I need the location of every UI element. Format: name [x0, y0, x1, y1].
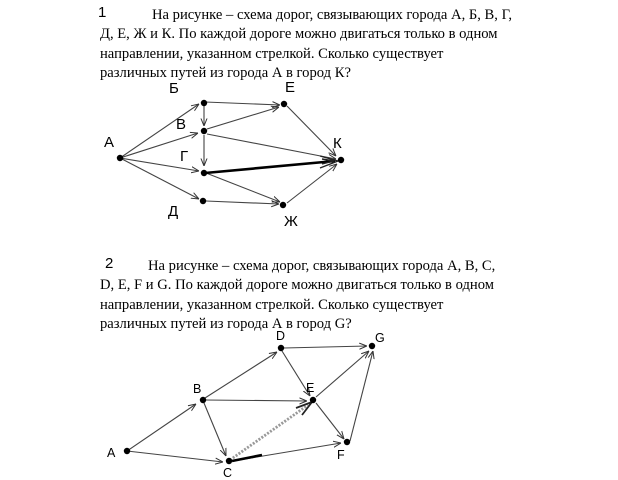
problem-line: направлении, указанном стрелкой. Сколько существует: [100, 45, 444, 62]
node-dot: [124, 448, 130, 454]
road-edge: [316, 351, 369, 397]
node-label-c: C: [223, 466, 233, 480]
node-label-g: G: [375, 331, 385, 345]
road-edge: [206, 173, 280, 202]
problem-number: 1: [98, 4, 107, 21]
road-edge: [205, 102, 280, 105]
node-label-zh: Ж: [284, 213, 298, 230]
node-label-a: А: [104, 134, 115, 151]
problem-line: На рисунке – схема дорог, связывающих города A, B, C,: [148, 258, 496, 274]
shaded-arrowhead: [296, 402, 312, 415]
node-dot: [117, 155, 123, 161]
node-label-b: Б: [169, 80, 179, 97]
problem-line: направлении, указанном стрелкой. Сколько существует: [100, 296, 444, 313]
node-label-g: Г: [180, 148, 189, 165]
road-edge: [205, 352, 277, 398]
node-dot: [281, 101, 287, 107]
problem-line: Д, Е, Ж и К. По каждой дороге можно двигаться только в одном: [100, 26, 498, 43]
problem-line: D, E, F и G. По каждой дороге можно двигаться только в одном: [100, 277, 494, 294]
node-label-d: Д: [168, 203, 179, 220]
problem-line: различных путей из города А в город G?: [100, 315, 352, 332]
node-dot: [278, 345, 284, 351]
road-edge: [207, 107, 279, 129]
road-edge: [287, 164, 337, 203]
problem-text: [100, 257, 495, 334]
problem-line: различных путей из города А в город К?: [100, 64, 351, 81]
node-dot: [280, 202, 286, 208]
node-label-e: Е: [285, 79, 296, 96]
bold-road-edge: [205, 161, 335, 173]
node-dot: [310, 397, 316, 403]
node-label-e: E: [306, 381, 315, 395]
node-label-a: A: [107, 446, 116, 460]
node-label-b: B: [193, 382, 202, 396]
node-dot: [226, 458, 232, 464]
road-edge: [204, 403, 226, 456]
node-dot: [344, 439, 350, 445]
road-edge: [287, 106, 336, 156]
node-dot: [201, 128, 207, 134]
node-dot: [201, 100, 207, 106]
road-edge: [206, 201, 279, 204]
road-edge: [127, 404, 196, 451]
node-dot: [338, 157, 344, 163]
node-dot: [201, 170, 207, 176]
node-dot: [200, 397, 206, 403]
node-label-v: В: [176, 116, 187, 133]
road-edge: [127, 451, 223, 462]
node-dot: [200, 198, 206, 204]
node-label-f: F: [337, 448, 345, 462]
road-edge: [207, 134, 336, 159]
road-edge: [316, 403, 344, 439]
problem-number: 2: [105, 255, 114, 272]
shaded-road-edge: [230, 405, 308, 460]
node-label-k: К: [333, 135, 342, 152]
road-edge: [284, 346, 367, 348]
problem-line: На рисунке – схема дорог, связывающих города А, Б, В, Г,: [152, 7, 513, 23]
road-edge: [205, 400, 307, 401]
node-label-d: D: [276, 329, 286, 343]
